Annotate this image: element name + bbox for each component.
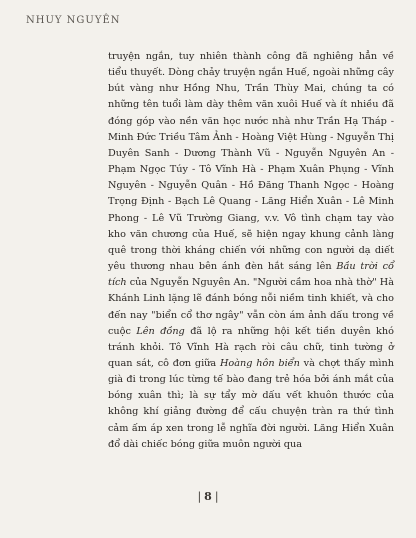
italic-title: Bầu trời cổ tích <box>108 261 394 289</box>
page-number: 8 <box>204 490 212 503</box>
body-paragraph <box>108 49 394 453</box>
folio-bar-left: | <box>197 490 202 503</box>
running-header: NHUY NGUYÊN <box>26 15 121 26</box>
text-segment: của Nguyễn Nguyên An. "Người cầm hoa nhà thờ" Hà Khánh Linh lặng lẽ đánh bóng nỗi niềm tinh khiết, và cho đến nay "biển cổ thơ ngây" vẫn còn ám ảnh dấu trong về cuộc <box>108 277 394 337</box>
text-segment: và chợt thấy mình già đi trong lúc từng tế bào đang trẻ hóa bởi ánh mắt của bóng xuân thì; là sự tẩy mờ dấu vết khuôn thước của không khí giảng đường để cấu chuyện tràn ra thứ tình cảm ấm áp xen trong lễ nghĩa đời người. Lăng Hiển Xuân đổ dài chiếc bóng giữa muôn người qua <box>108 357 395 450</box>
text-segment: truyện ngắn, tuy nhiên thành công đã nghiêng hẳn về tiểu thuyết. Dòng chảy truyện ngắn Huế, ngoài những cây bút vàng như Hồng Nhu, Trần Thùy Mai, chúng ta có những tên tuổi làm dày thêm văn xuôi Huế và ít nhiều đã đóng góp vào nền văn học nước nhà như Trần Hạ Tháp - Minh Đức Triều Tâm Ảnh - Hoàng Việt Hùng - Nguyễn Thị Duyên Sanh - Dương Thành Vũ - Nguyễn Nguyên An - Phạm Ngọc Túy - Tô Vĩnh Hà - Phạm Xuân Phụng - Vĩnh Nguyên - Nguyễn Quân - Hồ Đăng Thanh Ngọc - Hoàng Trọng Định - Bạch Lê Quang - Lăng Hiển Xuân - Lê Minh Phong - Lê Vũ Trường Giang, v.v. Vô tình chạm tay vào kho văn chương của Huế, sẽ hiện ngay khung cảnh làng quê trong thời kháng chiến với những con người dạ diết yêu thương nhau bên ánh đèn hắt sáng lên <box>108 51 395 273</box>
italic-title: Lên đồng <box>136 325 185 337</box>
text-segment: đã lộ ra những hội kết tiền duyên khó tránh khỏi. Tô Vĩnh Hà rạch ròi câu chữ, tinh tường ở quan sát, cô đơn giữa <box>108 325 394 369</box>
folio-bar-right: | <box>214 490 219 503</box>
page-number-footer <box>0 490 416 503</box>
italic-title: Hoàng hôn biển <box>219 357 300 369</box>
